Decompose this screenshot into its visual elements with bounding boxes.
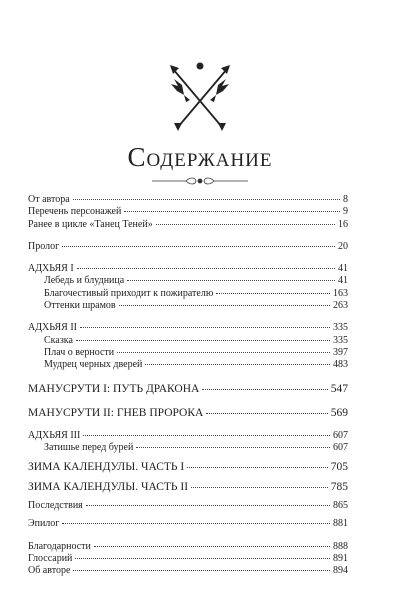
toc-page: 881 [333,518,348,530]
dot-leader [62,523,330,524]
toc-label: Об авторе [28,565,71,577]
toc-label: МАНУСРУТИ II: ГНЕВ ПРОРОКА [28,406,204,419]
toc-label: Плач о верности [44,346,115,358]
dot-leader [73,199,340,200]
toc-label: Пролог [28,240,60,252]
dot-leader [117,352,330,353]
toc-entry-prologue[interactable] [28,241,348,253]
dot-leader [62,246,335,247]
toc-page: 607 [333,441,348,453]
toc-entry-winter-1[interactable] [28,460,348,474]
dot-leader [206,413,327,414]
toc-entry-aftermath[interactable] [28,500,348,512]
toc-page: 9 [343,206,348,218]
crossed-arrows-emblem-icon [160,55,240,135]
dot-leader [75,558,330,559]
toc-label: АДХЬЯЯ I [28,263,74,275]
dot-leader [191,487,328,488]
toc-label: ЗИМА КАЛЕНДУЛЫ. ЧАСТЬ I [28,461,185,474]
toc-label: Мудрец черных дверей [44,359,143,371]
toc-entry-previously[interactable] [28,219,348,231]
dot-leader [76,340,330,341]
toc-label: АДХЬЯЯ II [28,322,77,334]
toc-label: От автора [28,194,70,205]
dot-leader [73,570,330,571]
toc-subentry[interactable] [28,335,348,347]
toc-entry-about-author[interactable] [28,565,348,577]
toc-page: 263 [333,300,348,312]
toc-page: 8 [343,194,348,205]
toc-subentry[interactable] [28,359,348,371]
toc-entry-manusruti-2[interactable] [28,406,348,420]
toc-page: 569 [330,406,348,419]
toc-subentry[interactable] [28,275,348,287]
dot-leader [94,546,330,547]
toc-subentry[interactable] [28,300,348,312]
toc-label: Лебедь и блудница [44,275,125,287]
toc-page: 20 [338,240,348,252]
toc-entry-glossary[interactable] [28,553,348,565]
dot-leader [145,364,330,365]
toc-page: 865 [333,500,348,512]
toc-page: 547 [330,382,348,395]
ornament-divider-icon [150,176,250,186]
toc-subentry[interactable] [28,288,348,300]
dot-leader [83,435,330,436]
dot-leader [187,467,328,468]
toc-page: 16 [338,218,348,230]
dot-leader [216,293,330,294]
toc-page: 335 [333,322,348,334]
toc-entry-author-note[interactable] [28,194,348,206]
dot-leader [156,224,335,225]
toc-entry-part-2[interactable] [28,322,348,334]
toc-label: Благодарности [28,540,91,552]
table-of-contents [28,194,348,578]
dot-leader [80,327,330,328]
toc-label: АДХЬЯЯ III [28,429,81,441]
toc-label: МАНУСРУТИ I: ПУТЬ ДРАКОНА [28,382,200,395]
toc-label: Сказка [44,334,73,346]
toc-page: 41 [338,275,348,287]
toc-label: Последствия [28,500,83,512]
toc-page: 607 [333,429,348,441]
toc-page: 483 [333,359,348,371]
dot-leader [136,447,330,448]
toc-label: Глоссарий [28,553,73,565]
dot-leader [119,305,330,306]
toc-page: 41 [338,263,348,275]
toc-entry-part-1[interactable] [28,263,348,275]
toc-page: 891 [333,553,348,565]
toc-subentry[interactable] [28,347,348,359]
toc-page: 163 [333,287,348,299]
toc-label: Перечень персонажей [28,206,122,218]
toc-label: Благочестивый приходит к пожирателю [44,287,214,299]
toc-entry-manusruti-1[interactable] [28,382,348,396]
toc-page: 335 [333,334,348,346]
page-title: Содержание [127,142,273,172]
toc-entry-characters[interactable] [28,206,348,218]
dot-leader [202,389,327,390]
toc-page: 705 [330,461,348,474]
toc-label: Ранее в цикле «Танец Теней» [28,218,153,230]
toc-entry-acknowledgements[interactable] [28,541,348,553]
toc-subentry[interactable] [28,442,348,454]
toc-label: Эпилог [28,518,60,530]
toc-entry-winter-2[interactable] [28,480,348,494]
toc-entry-part-3[interactable] [28,430,348,442]
toc-page: 894 [333,565,348,577]
dot-leader [124,211,340,212]
dot-leader [77,268,335,269]
toc-label: Оттенки шрамов [44,300,116,312]
toc-page: 785 [330,481,348,494]
dot-leader [86,505,330,506]
toc-page: 397 [333,346,348,358]
toc-page: 888 [333,540,348,552]
toc-entry-epilogue[interactable] [28,518,348,530]
toc-label: ЗИМА КАЛЕНДУЛЫ. ЧАСТЬ II [28,481,189,494]
dot-leader [127,280,335,281]
toc-label: Затишье перед бурей [44,441,134,453]
